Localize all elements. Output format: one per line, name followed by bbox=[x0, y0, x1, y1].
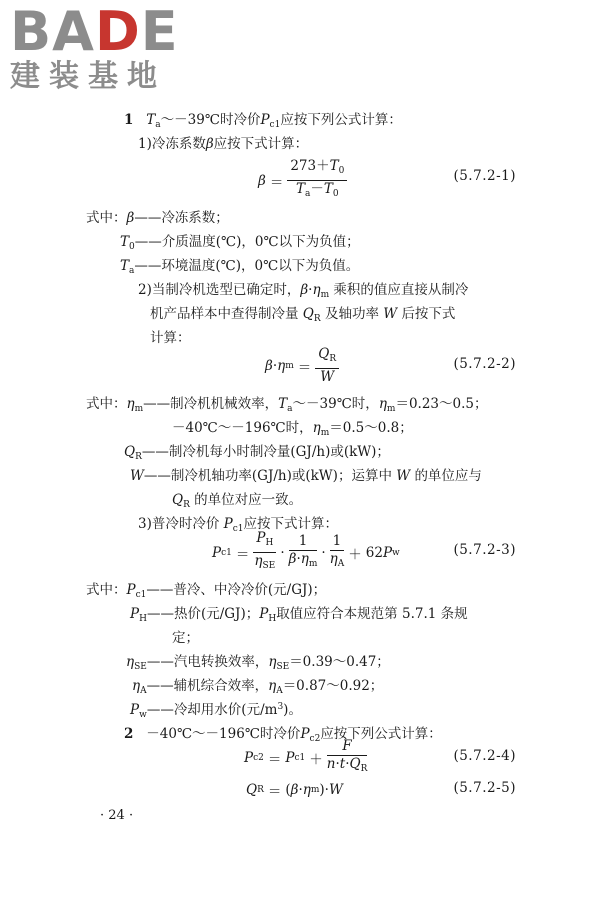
def-w-cont: $Q_R$ 的单位对应一致。 bbox=[172, 492, 303, 510]
def-ph: $P_H——$热价(元/GJ)；$P_H$取值应符合本规范第 5.7.1 条规 bbox=[130, 606, 468, 624]
formula-5-7-2-3: P c1 ＝ $\frac{P_H}{\eta_{SE}}$ · $\frac{1}{\beta\cdot\eta_m}$ · $\frac{1}{\eta_A}$ ＋ 62 P w bbox=[212, 530, 400, 571]
def-pc1: 式中：$P_{c1}——$普冷、中冷冷价(元/GJ)； bbox=[86, 582, 327, 600]
sub2-line3: 计算： bbox=[150, 330, 191, 346]
logo-brand: BADE bbox=[10, 0, 179, 63]
def-ph-cont: 定； bbox=[172, 630, 199, 646]
def-eta-m: 式中：$\eta_m——$制冷机机械效率，$T_a\sim-39℃$时，$\eta_m=0.23\sim 0.5$； bbox=[86, 396, 488, 414]
def-eta-se: $\eta_{SE}——$汽电转换效率，$\eta_{SE}=0.39\sim 0.47$； bbox=[126, 654, 390, 672]
formula-5-7-2-1: β ＝ $\frac{273+T_0}{T_a-T_0}$ bbox=[258, 158, 347, 203]
def-ta: $T_a——$环境温度(℃)，0℃以下为负值。 bbox=[120, 258, 360, 276]
sub2-line1: 2)当制冷机选型已确定时，$\beta\cdot\eta_m$ 乘积的值应直接从制冷 bbox=[138, 282, 469, 300]
eq-number-5: (5.7.2-5) bbox=[453, 780, 516, 796]
eq-number-4: (5.7.2-4) bbox=[453, 748, 516, 764]
sub3-heading: 3)普冷时冷价 $P_{c1}$应按下式计算： bbox=[138, 516, 339, 534]
eq-number-2: (5.7.2-2) bbox=[453, 356, 516, 372]
eq-number-1: (5.7.2-1) bbox=[453, 168, 516, 184]
eq-number-3: (5.7.2-3) bbox=[453, 542, 516, 558]
logo bbox=[10, 0, 179, 94]
formula-5-7-2-2: β · η m ＝ $\frac{Q_R}{W}$ bbox=[265, 346, 339, 386]
sub1-heading: 1)冷冻系数β应按下式计算： bbox=[138, 136, 309, 152]
def-pw: $P_w——$冷却用水价(元$/m^3$)。 bbox=[130, 702, 302, 720]
def-t0: $T_0——$介质温度(℃)，0℃以下为负值； bbox=[120, 234, 360, 252]
def-w: W——制冷机轴功率(GJ/h)或(kW)；运算中 W 的单位应与 bbox=[130, 468, 482, 484]
formula-5-7-2-5: Q R ＝ ( β · η m )· W bbox=[246, 782, 343, 800]
item1-heading: 1 $T_a\sim-39℃$时冷价$P_{c1}$应按下列公式计算： bbox=[124, 112, 402, 130]
def-qr: $Q_R——$制冷机每小时制冷量(GJ/h)或(kW)； bbox=[124, 444, 390, 462]
page-number: · 24 · bbox=[100, 808, 134, 823]
formula-5-7-2-4: P c2 ＝ P c1 ＋ $\frac{F}{n\cdot t\cdot Q_R}$ bbox=[244, 738, 368, 774]
def-eta-a: $\eta_A——$辅机综合效率，$\eta_A=0.87\sim 0.92$； bbox=[132, 678, 384, 696]
sub2-line2: 机产品样本中查得制冷量 $Q_R$ 及轴功率 W 后按下式 bbox=[150, 306, 456, 324]
def-beta: 式中：β——冷冻系数； bbox=[86, 210, 229, 226]
def-eta-m-cont: －40℃～－196℃时，$\eta_m=0.5\sim 0.8$； bbox=[172, 420, 413, 438]
item2-heading: 2 －40℃～－196℃时冷价$P_{c2}$应按下列公式计算： bbox=[124, 726, 442, 744]
logo-subtitle: 建装基地 bbox=[10, 59, 166, 94]
